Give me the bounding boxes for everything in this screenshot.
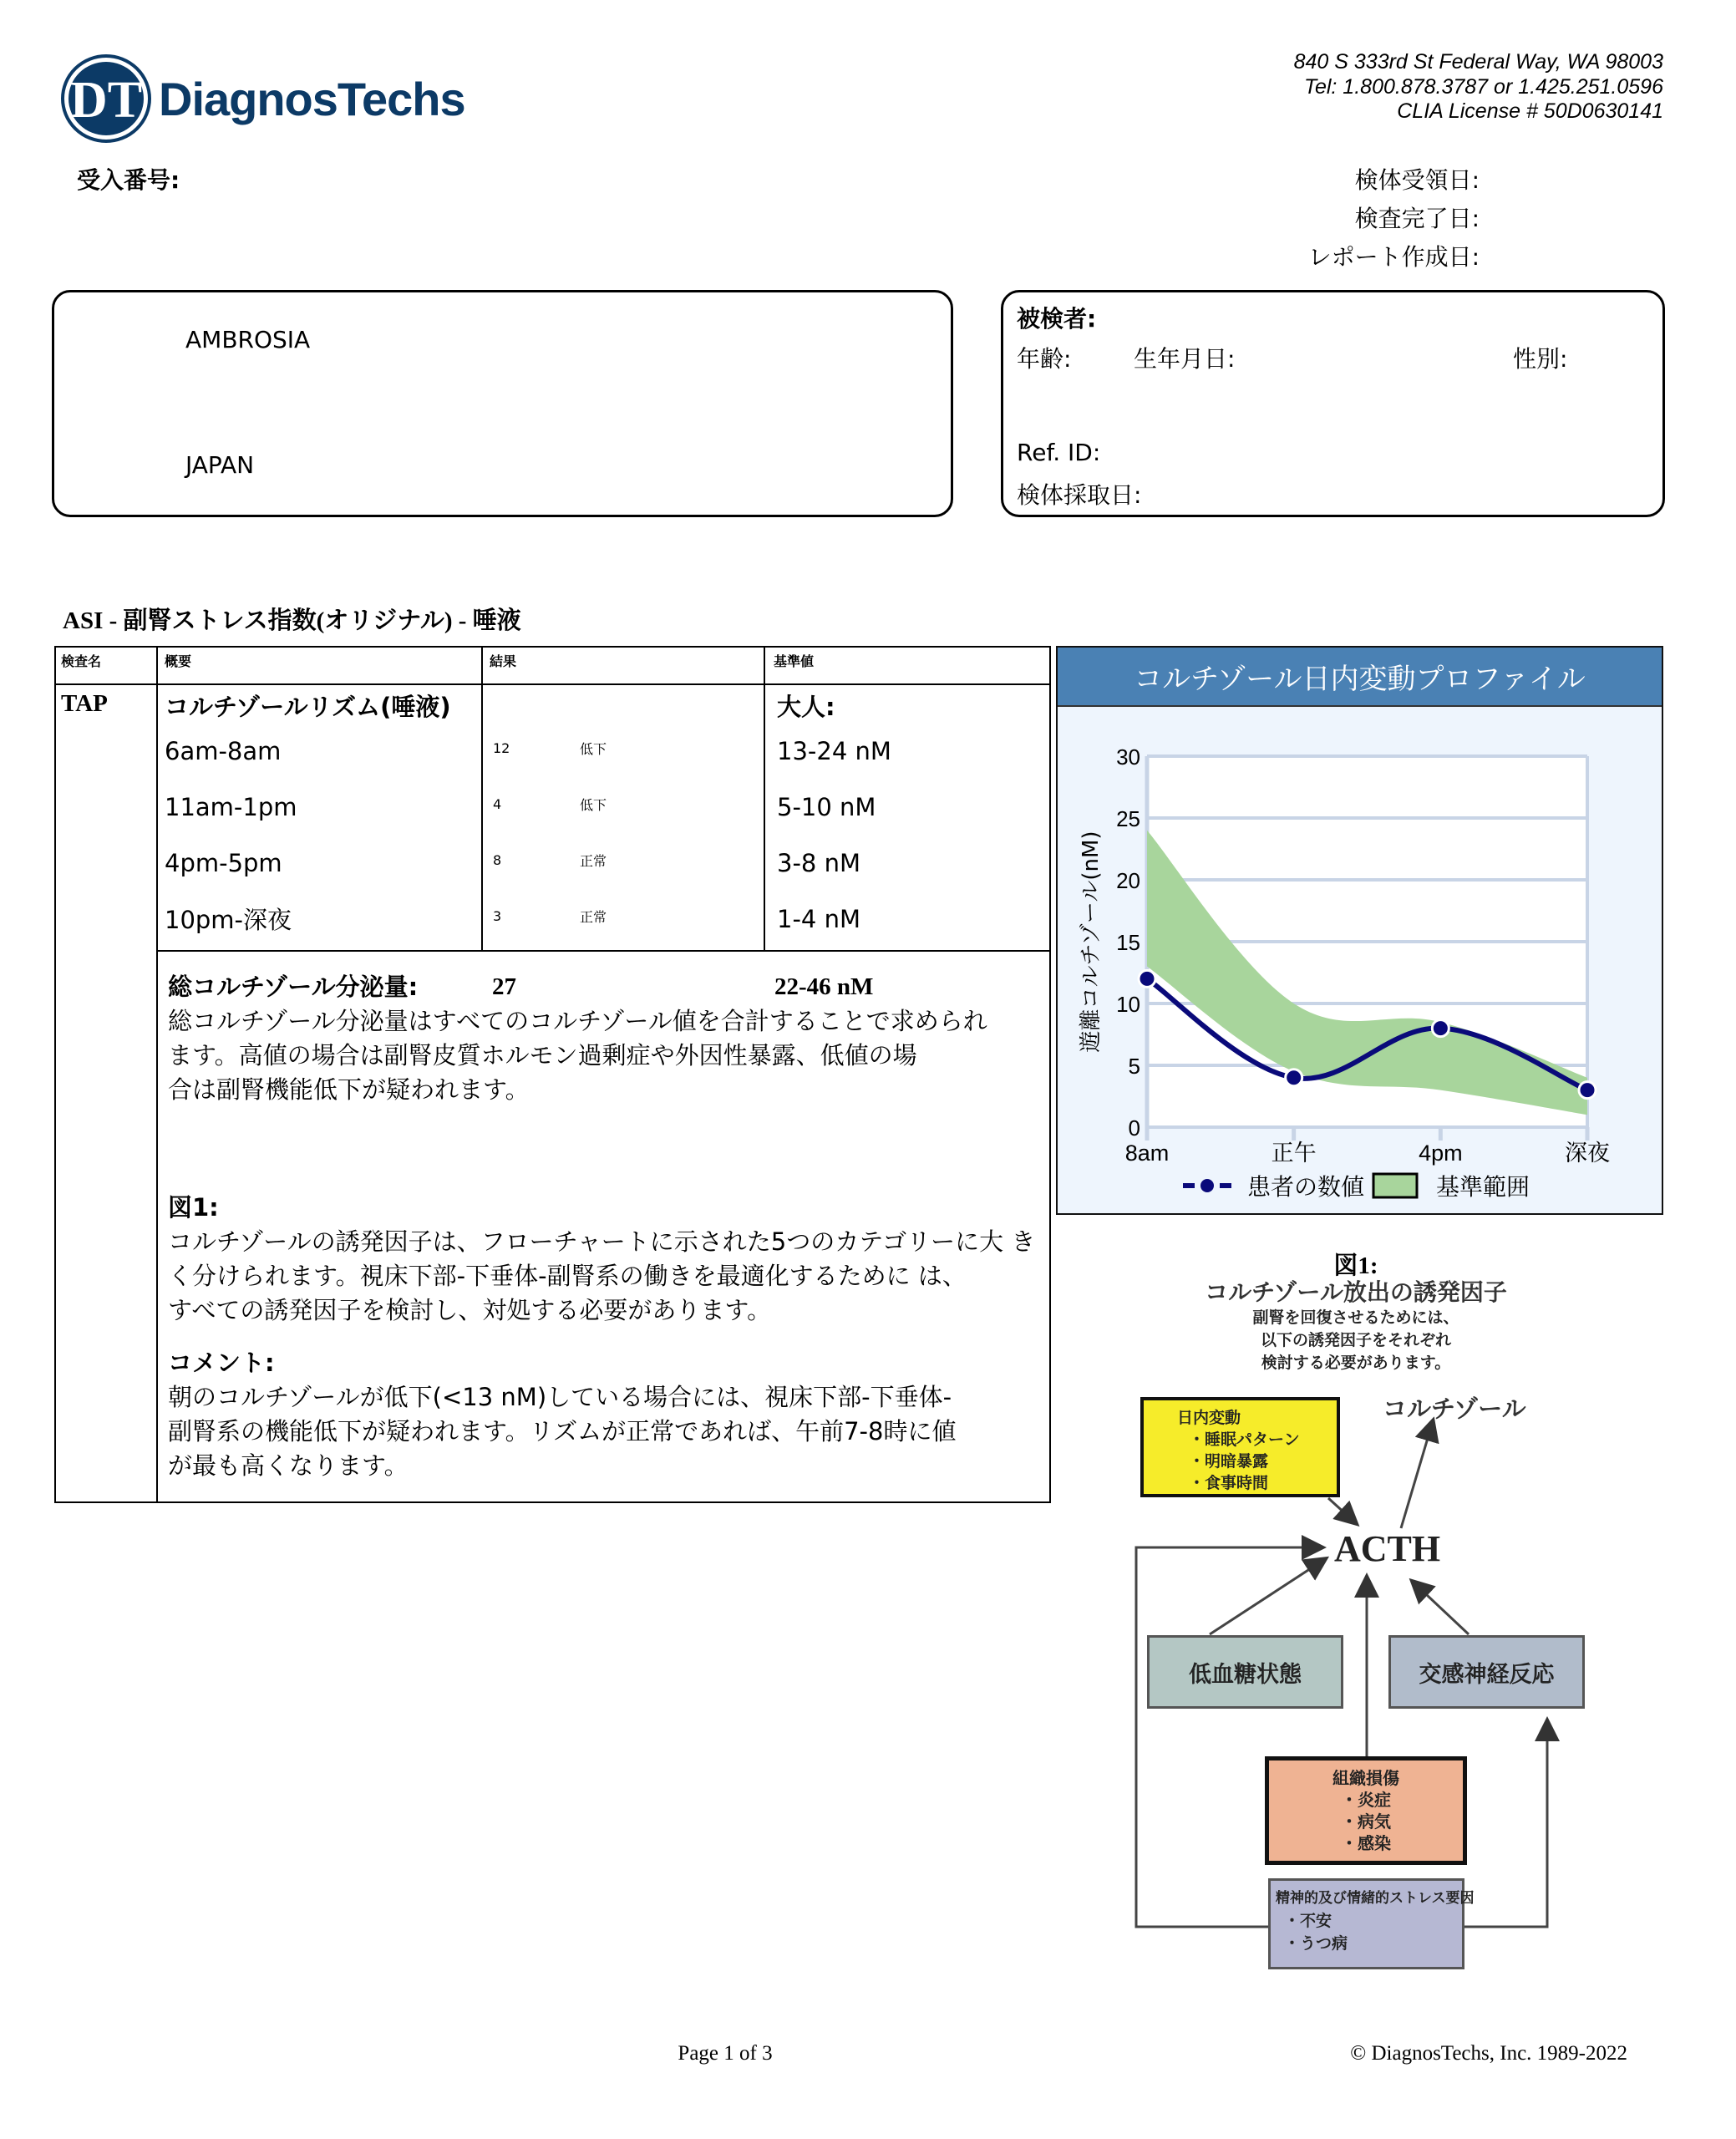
x-tick-label: 正午 <box>1271 1141 1317 1166</box>
row-range: 3-8 nM <box>777 848 860 877</box>
section-title: ASI - 副腎ストレス指数(オリジナル) - 唾液 <box>63 607 521 634</box>
row-value: 3 <box>493 908 502 924</box>
row-value: 4 <box>493 796 502 812</box>
x-tick-label: 8am <box>1124 1141 1170 1166</box>
y-tick-label: 5 <box>1128 1054 1140 1079</box>
row-status: 低下 <box>580 797 607 813</box>
received-date-label: 検体受領日: <box>1354 166 1480 194</box>
row-range: 5-10 nM <box>777 792 876 821</box>
clinic-name: AMBROSIA <box>185 326 311 353</box>
arrow-sympathetic-acth <box>1413 1582 1469 1634</box>
legend-range-label: 基準範囲 <box>1436 1173 1530 1201</box>
flowchart-cortisol: コルチゾール <box>1383 1395 1526 1423</box>
y-axis-label: 遊離コルチゾール(nM) <box>1079 831 1104 1053</box>
y-tick-label: 25 <box>1116 806 1140 831</box>
x-tick-label: 4pm <box>1419 1141 1463 1166</box>
phone-line: Tel: 1.800.878.3787 or 1.425.251.0596 <box>1303 75 1663 99</box>
row-range: 1-4 nM <box>777 904 860 933</box>
clia-line: CLIA License # 50D0630141 <box>1397 99 1663 123</box>
row-time: 10pm-深夜 <box>165 906 292 934</box>
y-tick-label: 0 <box>1128 1115 1140 1141</box>
row-status: 低下 <box>580 741 607 757</box>
circadian-box: 日内変動 ・睡眠パターン ・明暗暴露 ・食事時間 <box>1140 1397 1340 1497</box>
y-tick-label: 15 <box>1116 930 1140 955</box>
group-title: コルチゾールリズム(唾液) <box>165 693 451 721</box>
clinic-country: JAPAN <box>185 451 255 479</box>
row-range: 13-24 nM <box>777 736 891 765</box>
chart-title: コルチゾール日内変動プロファイル <box>1058 648 1662 707</box>
y-tick-label: 20 <box>1116 868 1140 893</box>
logo-text: DiagnosTechs <box>159 72 465 125</box>
test-name-tap: TAP <box>55 684 157 1502</box>
accession-label: 受入番号: <box>77 166 180 194</box>
row-value: 12 <box>493 740 510 756</box>
flowchart-acth: ACTH <box>1334 1528 1441 1569</box>
flowchart-subtitle: 副腎を回復させるためには、 以下の誘発因子をそれぞれ 検討する必要があります。 <box>1252 1308 1459 1372</box>
row-time: 11am-1pm <box>165 792 297 821</box>
row-value: 8 <box>493 852 502 868</box>
figure-label: 図1: <box>168 1193 219 1222</box>
y-tick-label: 30 <box>1116 744 1140 770</box>
arrow-circadian-acth <box>1328 1498 1356 1523</box>
arrow-stress-acth <box>1136 1547 1322 1927</box>
address-line: 840 S 333rd St Federal Way, WA 98003 <box>1293 50 1663 74</box>
comment-text: 朝のコルチゾールが低下(<13 nM)している場合には、視床下部-下垂体- 副腎系の機能低下が疑われます。リズムが正常であれば、午前7-8時に値 が最も高くなります。 <box>168 1383 957 1480</box>
sex-label: 性別: <box>1513 345 1568 373</box>
legend-patient-label: 患者の数値 <box>1247 1173 1365 1201</box>
total-description: 総コルチゾール分泌量はすべてのコルチゾール値を合計することで求められ ます。高値の場合は副腎皮質ホルモン過剰症や外因性暴露、低値の場 合は副腎機能低下が疑われます。 <box>168 1007 987 1104</box>
row-time: 6am-8am <box>165 736 282 765</box>
page-number: Page 1 of 3 <box>678 2042 773 2065</box>
sympathetic-box: 交感神経反応 <box>1388 1635 1585 1709</box>
total-cortisol-value: 27 <box>492 973 516 1000</box>
arrow-stress-sympathetic <box>1464 1721 1547 1927</box>
flowchart-figure-label: 図1: <box>1333 1252 1378 1279</box>
figure-description: コルチゾールの誘発因子は、フローチャートに示された5つのカテゴリーに大 き く分けられます。視床下部-下垂体-副腎系の働きを最適化するために は、 すべての誘発因子を検討し、対処する必要があります。 <box>168 1227 1036 1324</box>
dob-label: 生年月日: <box>1134 345 1236 373</box>
header-summary: 概要 <box>157 647 482 684</box>
completed-date-label: 検査完了日: <box>1354 205 1480 232</box>
row-time: 4pm-5pm <box>165 848 282 877</box>
reference-group: 大人: <box>777 693 835 721</box>
row-status: 正常 <box>580 853 607 869</box>
comment-label: コメント: <box>168 1349 275 1377</box>
x-tick-label: 深夜 <box>1565 1141 1610 1166</box>
arrow-hypoglycemia-acth <box>1210 1559 1325 1634</box>
patient-label: 被検者: <box>1017 305 1097 333</box>
collection-date-label: 検体採取日: <box>1017 481 1142 509</box>
tissue-damage-box: 組織損傷 ・炎症 ・病気 ・感染 <box>1265 1756 1467 1865</box>
svg-text:DT: DT <box>69 72 143 129</box>
ref-id-label: Ref. ID: <box>1017 439 1101 466</box>
y-tick-label: 10 <box>1116 992 1140 1017</box>
arrow-acth-cortisol <box>1401 1421 1433 1528</box>
header-result: 結果 <box>482 647 764 684</box>
total-cortisol-label: 総コルチゾール分泌量: <box>168 973 419 1001</box>
header-reference: 基準値 <box>774 653 815 669</box>
flowchart-title: コルチゾール放出の誘発因子 <box>1205 1278 1507 1306</box>
total-cortisol-range: 22-46 nM <box>774 973 874 1000</box>
header-test-name: 検査名 <box>55 647 157 684</box>
hypoglycemia-box: 低血糖状態 <box>1147 1635 1343 1709</box>
report-date-label: レポート作成日: <box>1307 243 1480 271</box>
age-label: 年齢: <box>1017 345 1072 373</box>
row-status: 正常 <box>580 909 607 925</box>
stress-box: 精神的及び情緒的ストレス要因 ・不安 ・うつ病 <box>1268 1878 1464 1969</box>
copyright: © DiagnosTechs, Inc. 1989-2022 <box>1350 2042 1627 2065</box>
